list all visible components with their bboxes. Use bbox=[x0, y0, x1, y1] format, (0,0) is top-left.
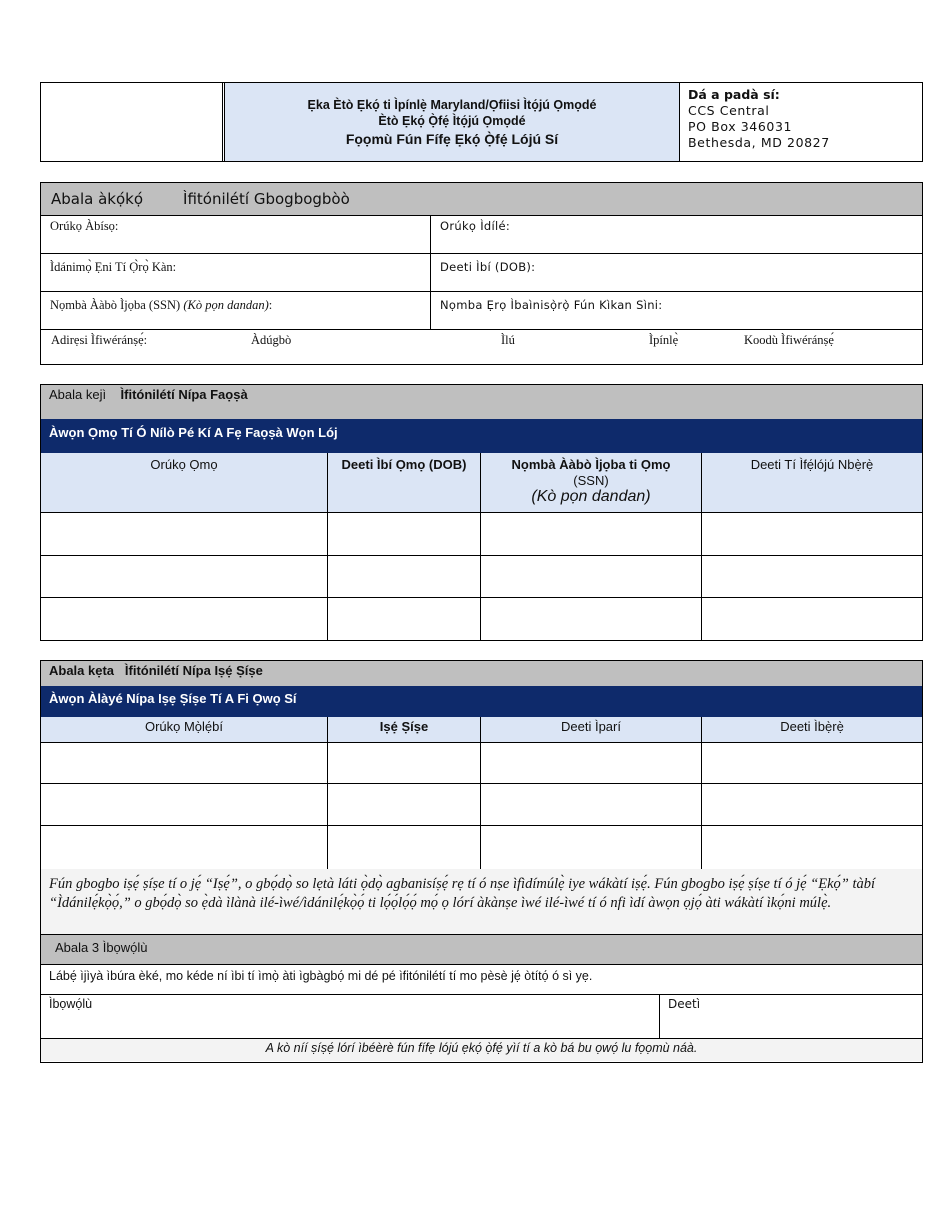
state-label: Ìpínlẹ̀ bbox=[649, 333, 679, 347]
cell-input[interactable] bbox=[481, 513, 702, 556]
cell-input[interactable] bbox=[481, 784, 702, 826]
cell-input[interactable] bbox=[328, 743, 481, 784]
signature-field[interactable] bbox=[41, 995, 660, 1038]
mailing-address-label: Adirẹsi Ìfiwéránṣẹ́: bbox=[51, 333, 148, 347]
cell-input[interactable] bbox=[41, 598, 328, 640]
section-2-number: Abala kejì bbox=[49, 387, 107, 402]
dob-label: Deeti Ìbí (DOB): bbox=[440, 260, 536, 274]
documentation-note: Fún gbogbo iṣẹ́ ṣíṣe tí o jẹ́ “Iṣẹ́”, o gbọ́dọ̀ so lẹtà láti ọ̀dọ̀ agbanisíṣẹ́ rẹ tí ó nṣe ìfìdímúlẹ̀ iye wákàtí iṣẹ́. Fún gbogbo iṣẹ́ ṣíṣe tí ó jẹ́ “Ẹkọ́” tàbí “Ìdánilẹ́kọ̀ọ́,” o gbọ́dọ̀ so ẹ̀dà ìlànà ilé-ìwé/ìdánilẹ́kọ̀ọ́ ti lọ́ọ́lọ́ọ́ mọ́ ọ lórí àkànṣe ìwé ilé-ìwé tí ó nfi ìdí àwọn ọjọ́ àti wákàtí ìkọ́ni múlẹ̀. bbox=[41, 869, 922, 935]
section-1-title: Ìfitónilétí Gbogbogbòò bbox=[183, 190, 350, 208]
street-label: Àdúgbò bbox=[251, 333, 292, 347]
table-row bbox=[41, 513, 922, 556]
cell-input[interactable] bbox=[702, 743, 922, 784]
first-name-label: Orúkọ Àbísọ: bbox=[50, 219, 119, 233]
cell-input[interactable] bbox=[702, 513, 922, 556]
section-3-heading bbox=[41, 661, 922, 686]
return-address bbox=[680, 83, 922, 161]
ssn-optional-note: (Kò pọn dandan) bbox=[183, 298, 269, 312]
case-number-label: Nọmba Ẹrọ Ìbaìnisọ̀rọ̀ Fún Kìkan Sìni: bbox=[440, 298, 663, 312]
signature-date-field[interactable] bbox=[660, 995, 922, 1038]
mailing-address-field[interactable] bbox=[41, 330, 922, 366]
cell-input[interactable] bbox=[41, 743, 328, 784]
logo-area bbox=[41, 83, 225, 161]
address-line: Bethesda, MD 20827 bbox=[688, 135, 830, 150]
cell-input[interactable] bbox=[481, 826, 702, 869]
table-row bbox=[41, 598, 922, 640]
col-employer: Orúkọ Mọ̀lẹ́bí bbox=[41, 717, 328, 743]
section-2-heading bbox=[41, 385, 922, 419]
form-header bbox=[40, 82, 923, 162]
signature-label: Ìbọwọ́lù bbox=[49, 997, 93, 1011]
return-address-label: Dá a padà sí: bbox=[688, 87, 780, 102]
section-2-title: Ìfitónilétí Nípa Faọṣà bbox=[120, 387, 248, 402]
col-child-name: Orúkọ Ọmọ bbox=[41, 453, 328, 513]
col-start-date: Deeti Tí Ìfẹ́lójú Nbẹ̀rẹ̀ bbox=[702, 453, 922, 513]
ssn-field[interactable] bbox=[41, 292, 431, 329]
form-title-block bbox=[225, 83, 680, 161]
form-title: Fọọmù Fún Fífẹ Ẹkọ́ Ọ̀fẹ́ Lójú Sí bbox=[345, 131, 559, 147]
section-3-title: Ìfitónilétí Nípa Iṣẹ́ Ṣíṣe bbox=[124, 663, 263, 678]
signature-heading: Abala 3 Ìbọwọ́lù bbox=[41, 935, 922, 965]
cell-input[interactable] bbox=[702, 598, 922, 640]
section-general-info bbox=[40, 182, 923, 365]
children-table-header bbox=[41, 453, 922, 513]
city-label: Ìlú bbox=[501, 333, 515, 347]
title-line-1: Ẹka Ètò Ẹkọ́ ti Ìpínlẹ̀ Maryland/Ọfiisi Ìtọ́jú Ọmọdé bbox=[307, 98, 597, 112]
cell-input[interactable] bbox=[328, 598, 481, 640]
col-child-dob: Deeti Ìbí Ọmọ (DOB) bbox=[328, 453, 481, 513]
cell-input[interactable] bbox=[481, 743, 702, 784]
zip-label: Koodù Ìfiwéránṣẹ́ bbox=[744, 333, 834, 347]
work-table-header bbox=[41, 717, 922, 743]
table-row bbox=[41, 743, 922, 784]
table-row bbox=[41, 826, 922, 869]
dob-field[interactable] bbox=[431, 254, 922, 291]
cell-input[interactable] bbox=[41, 513, 328, 556]
phone-label: Ìdánimọ̀ Ẹni Tí Ọ̀rọ̀ Kàn: bbox=[50, 260, 177, 274]
cell-input[interactable] bbox=[702, 826, 922, 869]
ssn-colon: : bbox=[268, 298, 273, 312]
last-name-field[interactable] bbox=[431, 216, 922, 253]
table-row bbox=[41, 556, 922, 598]
section-3-number: Abala kẹta bbox=[49, 663, 115, 678]
cell-input[interactable] bbox=[41, 556, 328, 598]
ssn-label: Nọmbà Ààbò Ìjọba (SSN) bbox=[50, 298, 181, 312]
section-work-info bbox=[40, 660, 923, 1063]
table-row bbox=[41, 784, 922, 826]
case-number-field[interactable] bbox=[431, 292, 922, 329]
cell-input[interactable] bbox=[41, 784, 328, 826]
section-children-info bbox=[40, 384, 923, 641]
cell-input[interactable] bbox=[481, 556, 702, 598]
phone-field[interactable] bbox=[41, 254, 431, 291]
first-name-field[interactable] bbox=[41, 216, 431, 253]
cell-input[interactable] bbox=[702, 784, 922, 826]
work-band: Àwọn Àlàyé Nípa Iṣẹ Ṣíṣe Tí A Fi Ọwọ Sí bbox=[41, 686, 922, 717]
signature-date-label: Deetì bbox=[668, 997, 701, 1011]
col-begin-date: Deeti Ìbẹ̀rẹ̀ bbox=[702, 717, 922, 743]
col-child-ssn bbox=[481, 453, 702, 513]
cell-input[interactable] bbox=[328, 513, 481, 556]
cell-input[interactable] bbox=[328, 784, 481, 826]
section-1-heading bbox=[41, 183, 922, 216]
last-name-label: Orúkọ Ìdílé: bbox=[440, 219, 511, 233]
cell-input[interactable] bbox=[328, 826, 481, 869]
cell-input[interactable] bbox=[41, 826, 328, 869]
signature-footer-note: A kò níí ṣíṣẹ́ lórí ìbéèrè fún fífẹ lójú ẹkọ́ ọ̀fẹ́ yìí tí a kò bá bu ọwọ́ lu fọọmù náà. bbox=[41, 1039, 922, 1061]
children-band: Àwọn Ọmọ Tí Ó Nílò Pé Kí A Fẹ Faọṣà Wọn Lój bbox=[41, 419, 922, 453]
cell-input[interactable] bbox=[481, 598, 702, 640]
address-line: PO Box 346031 bbox=[688, 119, 793, 134]
col-child-ssn-abbr: (SSN) bbox=[573, 473, 609, 488]
address-line: CCS Central bbox=[688, 103, 770, 118]
section-1-number: Abala àkọ́kọ́ bbox=[51, 190, 144, 208]
title-line-2: Ètò Ẹkọ́ Ọ̀fẹ́ Ìtọ́jú Ọmọdé bbox=[378, 114, 526, 128]
col-end-date: Deeti Ìparí bbox=[481, 717, 702, 743]
col-child-ssn-label: Nọmbà Ààbò Ìjọba ti Ọmọ bbox=[511, 457, 671, 472]
col-child-ssn-optional: (Kò pọn dandan) bbox=[531, 488, 651, 505]
signature-row bbox=[41, 995, 922, 1039]
cell-input[interactable] bbox=[328, 556, 481, 598]
col-work: Iṣẹ́ Ṣíṣe bbox=[328, 717, 481, 743]
cell-input[interactable] bbox=[702, 556, 922, 598]
declaration-text: Lábẹ́ ìjìyà ìbúra èké, mo kéde ní ìbi tí ìmọ̀ àti ìgbàgbọ́ mi dé pé ìfitónilétí tí mo pèsè jẹ́ òtítọ́ ó sì yẹ. bbox=[41, 965, 922, 995]
